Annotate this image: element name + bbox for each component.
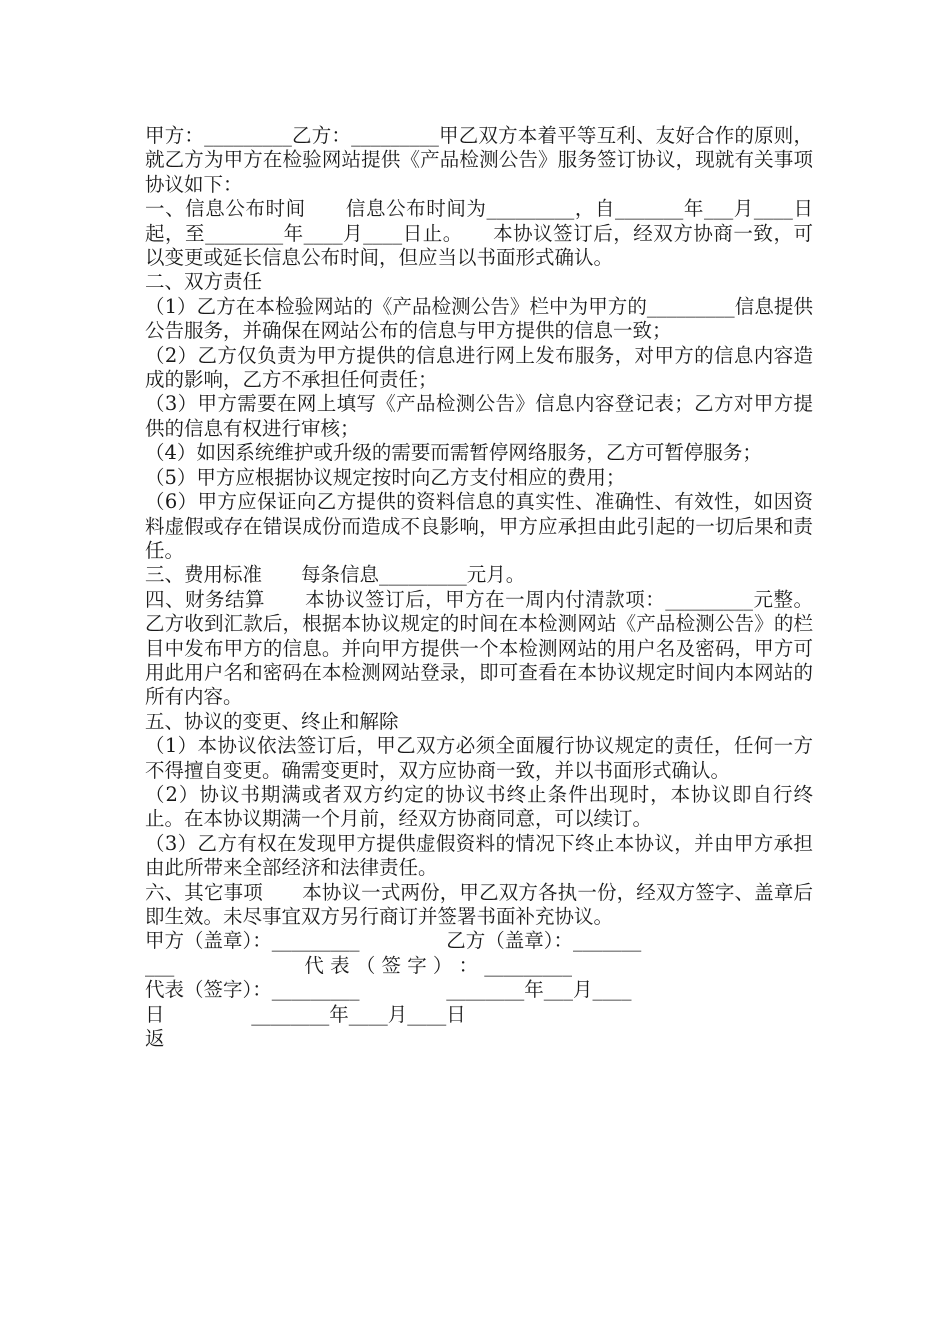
section-3-fee-standard: 三、费用标准 每条信息_________元月。 xyxy=(145,563,526,587)
section-5-item-3: （3）乙方有权在发现甲方提供虚假资料的情况下终止本协议，并由甲方承担由此所带来全部经济和法律责任。 xyxy=(145,831,813,880)
section-2-item-1: （1）乙方在本检验网站的《产品检测公告》栏中为甲方的_________信息提供公告服务，并确保在网站公布的信息与甲方提供的信息一致； xyxy=(145,294,813,343)
signature-line: ___ 代 表 （ 签 字 ） ： _________ xyxy=(145,953,573,977)
section-2-item-4: （4）如因系统维护或升级的需要而需暂停网络服务，乙方可暂停服务； xyxy=(145,441,762,465)
signature-line: 甲方（盖章）：_________ 乙方（盖章）：_______ xyxy=(145,929,642,953)
section-5-item-1: （1）本协议依法签订后，甲乙双方必须全面履行协议规定的责任，任何一方不得擅自变更。确需变更时，双方应协商一致，并以书面形式确认。 xyxy=(145,734,813,782)
section-6-other-matters: 六、其它事项 本协议一式两份，甲乙双方各执一份，经双方签字、盖章后即生效。未尽事宜双方另行商订并签署书面补充协议。 xyxy=(145,880,813,928)
section-4-settlement: 四、财务结算 本协议签订后，甲方在一周内付清款项：_________元整。乙方收到汇款后，根据本协议规定的时间在本检测网站《产品检测公告》的栏目中发布甲方的信息。并向甲方提供一个本检测网站的用户名及密码，甲方可用此用户名和密码在本检测网站登录，即可查看在本协议规定时间内本网站的所有内容。 xyxy=(145,587,813,709)
section-2-heading: 二、双方责任 xyxy=(145,270,263,294)
signature-line: 代表（签字）：_________ ________年___月____ xyxy=(145,978,632,1002)
section-2-item-3: （3）甲方需要在网上填写《产品检测公告》信息内容登记表；乙方对甲方提供的信息有权进行审核； xyxy=(145,392,813,440)
section-1-publish-time: 一、信息公布时间 信息公布时间为_________，自_______年___月____日起，至________年____月____日止。 本协议签订后，经双方协商一致，可以变更或延长信息公布时间，但应当以书面形式确认。 xyxy=(145,197,813,270)
section-2-item-6: （6）甲方应保证向乙方提供的资料信息的真实性、准确性、有效性，如因资料虚假或存在错误成份而造成不良影响，甲方应承担由此引起的一切后果和责任。 xyxy=(145,490,813,562)
return-link-text: 返 xyxy=(145,1027,165,1051)
section-2-item-5: （5）甲方应根据协议规定按时向乙方支付相应的费用； xyxy=(145,465,626,489)
section-5-item-2: （2）协议书期满或者双方约定的协议书终止条件出现时，本协议即自行终止。在本协议期满一个月前，经双方协商同意，可以续订。 xyxy=(145,782,813,831)
section-5-heading: 五、协议的变更、终止和解除 xyxy=(145,709,399,733)
signature-line: 日 ________年____月____日 xyxy=(145,1002,466,1026)
signature-block xyxy=(145,929,813,1051)
intro-paragraph: 甲方：_________乙方：_________甲乙双方本着平等互利、友好合作的原则，就乙方为甲方在检验网站提供《产品检测公告》服务签订协议，现就有关事项协议如下： xyxy=(145,124,813,196)
agreement-text xyxy=(145,124,813,1051)
section-2-item-2: （2）乙方仅负责为甲方提供的信息进行网上发布服务，对甲方的信息内容造成的影响，乙方不承担任何责任； xyxy=(145,343,813,392)
